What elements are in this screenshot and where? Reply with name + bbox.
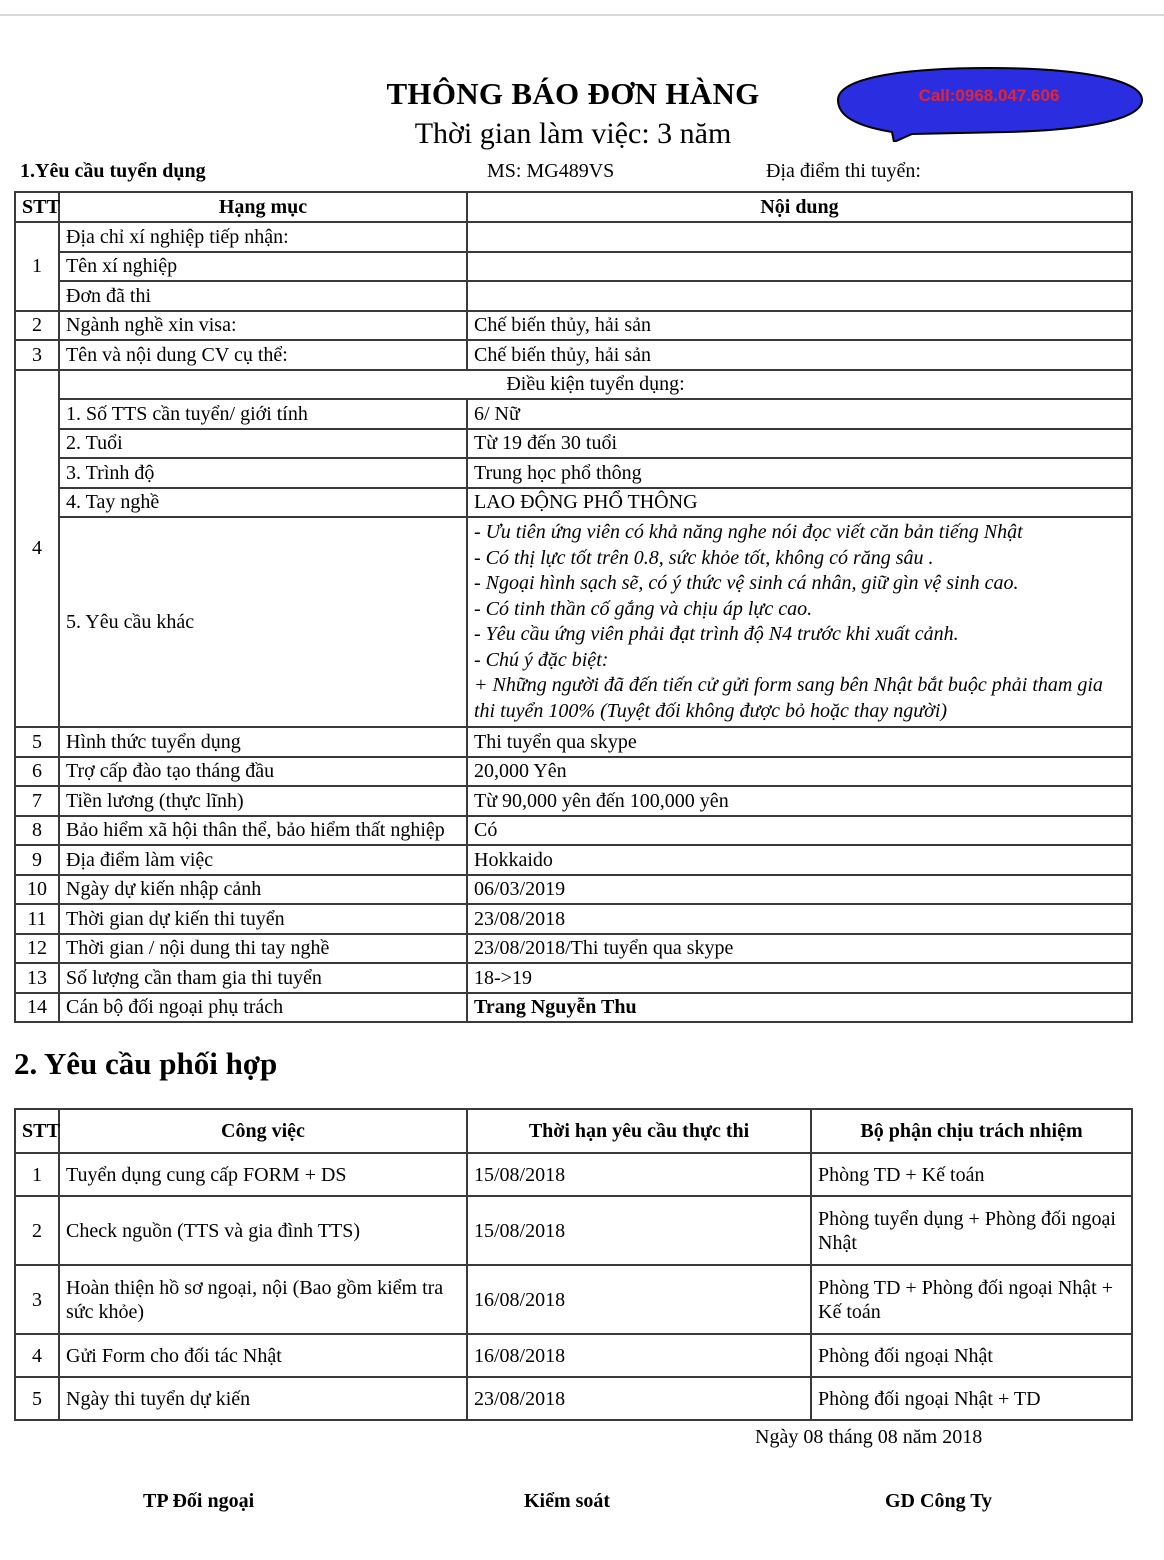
requirement-line: - Ưu tiên ứng viên có khả năng nghe nói đọc viết căn bản tiếng Nhật [474, 521, 1023, 543]
row-stt: 3 [15, 340, 59, 370]
table-row [15, 222, 1132, 252]
order-code: MS: MG489VS [487, 160, 615, 182]
row-value: Từ 19 đến 30 tuổi [467, 429, 1132, 459]
row-stt: 6 [15, 757, 59, 787]
page-title: THÔNG BÁO ĐƠN HÀNG [386, 76, 760, 111]
table-row [15, 1334, 1132, 1377]
row-deadline: 23/08/2018 [467, 1377, 811, 1420]
page-subtitle: Thời gian làm việc: 3 năm [414, 117, 732, 150]
table-row [15, 904, 1132, 934]
requirement-line: + Những người đã đến tiến cử gửi form sang bên Nhật bắt buộc phải tham gia [474, 674, 1103, 696]
row-item: Tên và nội dung CV cụ thể: [59, 340, 467, 370]
conditions-heading: Điều kiện tuyển dụng: [59, 370, 1132, 400]
coordination-table [14, 1108, 1133, 1421]
other-requirements [467, 517, 1132, 727]
table-row [15, 311, 1132, 341]
row-value: 06/03/2019 [467, 875, 1132, 905]
table-row [15, 488, 1132, 518]
row-stt: 7 [15, 786, 59, 816]
row-task: Tuyển dụng cung cấp FORM + DS [59, 1153, 467, 1196]
col-header-task: Công việc [59, 1109, 467, 1153]
row-stt: 1 [15, 1153, 59, 1196]
table-row [15, 757, 1132, 787]
row-task: Gửi Form cho đối tác Nhật [59, 1334, 467, 1377]
table-row [15, 727, 1132, 757]
row-item: Ngành nghề xin visa: [59, 311, 467, 341]
col-header-stt: STT [15, 1109, 59, 1153]
recruitment-table [14, 191, 1133, 1023]
row-value: Hokkaido [467, 845, 1132, 875]
row-dept: Phòng tuyển dụng + Phòng đối ngoại Nhật [811, 1196, 1132, 1265]
table-row [15, 875, 1132, 905]
row-item: Trợ cấp đào tạo tháng đầu [59, 757, 467, 787]
row-deadline: 15/08/2018 [467, 1196, 811, 1265]
row-value: 23/08/2018/Thi tuyển qua skype [467, 934, 1132, 964]
requirement-line: thi tuyển 100% (Tuyệt đối không được bỏ hoặc thay người) [474, 699, 948, 722]
table-row [15, 845, 1132, 875]
table-row [15, 370, 1132, 400]
row-value [467, 252, 1132, 282]
row-value: Chế biến thủy, hải sản [467, 340, 1132, 370]
col-header-content: Nội dung [467, 192, 1132, 222]
col-header-item: Hạng mục [59, 192, 467, 222]
table-row [15, 429, 1132, 459]
table-row [15, 1196, 1132, 1265]
row-item: Tiền lương (thực lĩnh) [59, 786, 467, 816]
table-row [15, 281, 1132, 311]
table-header-row [15, 1109, 1132, 1153]
section1-heading: 1.Yêu cầu tuyển dụng [20, 160, 206, 182]
requirement-line: - Có thị lực tốt trên 0.8, sức khỏe tốt, không có răng sâu . [474, 546, 934, 569]
row-task: Ngày thi tuyển dự kiến [59, 1377, 467, 1420]
row-item: Số lượng cần tham gia thi tuyển [59, 963, 467, 993]
row-stt: 4 [15, 1334, 59, 1377]
table-row [15, 816, 1132, 846]
row-deadline: 15/08/2018 [467, 1153, 811, 1196]
row-item: Thời gian / nội dung thi tay nghề [59, 934, 467, 964]
exam-location-label: Địa điểm thi tuyển: [766, 160, 921, 182]
row-item: Ngày dự kiến nhập cảnh [59, 875, 467, 905]
table-row [15, 1265, 1132, 1334]
row-stt: 2 [15, 1196, 59, 1265]
signature-foreign-affairs: TP Đối ngoại [143, 1490, 255, 1512]
row-item: 3. Trình độ [59, 458, 467, 488]
table-row [15, 252, 1132, 282]
section2-heading: 2. Yêu cầu phối hợp [14, 1046, 278, 1081]
row-task: Check nguồn (TTS và gia đình TTS) [59, 1196, 467, 1265]
requirement-line: - Ngoại hình sạch sẽ, có ý thức vệ sinh cá nhân, giữ gìn vệ sinh cao. [474, 572, 1019, 594]
row-dept: Phòng TD + Phòng đối ngoại Nhật + Kế toán [811, 1265, 1132, 1334]
row-stt: 2 [15, 311, 59, 341]
row-value: Chế biến thủy, hải sản [467, 311, 1132, 341]
row-item: Tên xí nghiệp [59, 252, 467, 282]
table-row [15, 786, 1132, 816]
col-header-stt: STT [15, 192, 59, 222]
row-stt: 14 [15, 993, 59, 1023]
col-header-dept: Bộ phận chịu trách nhiệm [811, 1109, 1132, 1153]
row-stt: 9 [15, 845, 59, 875]
row-task: Hoàn thiện hồ sơ ngoại, nội (Bao gồm kiểm tra sức khỏe) [59, 1265, 467, 1334]
row-value: Trung học phổ thông [467, 458, 1132, 488]
signature-control: Kiểm soát [524, 1490, 611, 1512]
row-dept: Phòng đối ngoại Nhật [811, 1334, 1132, 1377]
row-stt: 1 [15, 222, 59, 311]
table-row [15, 1153, 1132, 1196]
table-row [15, 517, 1132, 727]
table-header-row [15, 192, 1132, 222]
table-row [15, 993, 1132, 1023]
row-item: 5. Yêu cầu khác [59, 517, 467, 727]
row-dept: Phòng TD + Kế toán [811, 1153, 1132, 1196]
row-stt: 5 [15, 1377, 59, 1420]
row-value: 23/08/2018 [467, 904, 1132, 934]
row-deadline: 16/08/2018 [467, 1265, 811, 1334]
row-stt: 11 [15, 904, 59, 934]
row-stt: 13 [15, 963, 59, 993]
row-stt: 10 [15, 875, 59, 905]
row-stt: 4 [15, 370, 59, 728]
col-header-deadline: Thời hạn yêu cầu thực thi [467, 1109, 811, 1153]
row-stt: 5 [15, 727, 59, 757]
row-value: Có [467, 816, 1132, 846]
row-stt: 12 [15, 934, 59, 964]
row-value: 20,000 Yên [467, 757, 1132, 787]
row-stt: 3 [15, 1265, 59, 1334]
row-dept: Phòng đối ngoại Nhật + TD [811, 1377, 1132, 1420]
table-row [15, 1377, 1132, 1420]
table-row [15, 963, 1132, 993]
row-item: Thời gian dự kiến thi tuyển [59, 904, 467, 934]
requirement-line: - Có tinh thần cố gắng và chịu áp lực cao. [474, 597, 813, 620]
row-item: Địa chỉ xí nghiệp tiếp nhận: [59, 222, 467, 252]
requirement-line: - Yêu cầu ứng viên phải đạt trình độ N4 trước khi xuất cảnh. [474, 623, 959, 645]
table-row [15, 340, 1132, 370]
row-item: 1. Số TTS cần tuyển/ giới tính [59, 399, 467, 429]
row-item: Hình thức tuyển dụng [59, 727, 467, 757]
row-item: 2. Tuổi [59, 429, 467, 459]
row-deadline: 16/08/2018 [467, 1334, 811, 1377]
row-stt: 8 [15, 816, 59, 846]
row-value [467, 281, 1132, 311]
top-divider [0, 14, 1164, 16]
row-item: Đơn đã thi [59, 281, 467, 311]
row-value: Trang Nguyễn Thu [467, 993, 1132, 1023]
row-value: Thi tuyển qua skype [467, 727, 1132, 757]
table-row [15, 934, 1132, 964]
row-item: Địa điểm làm việc [59, 845, 467, 875]
phone-number[interactable]: Call:0968.047.606 [918, 86, 1060, 105]
row-value: LAO ĐỘNG PHỔ THÔNG [467, 488, 1132, 518]
row-value [467, 222, 1132, 252]
requirement-line: - Chú ý đặc biệt: [474, 648, 609, 671]
row-item: Cán bộ đối ngoại phụ trách [59, 993, 467, 1023]
row-item: 4. Tay nghề [59, 488, 467, 518]
row-item: Bảo hiểm xã hội thân thể, bảo hiểm thất nghiệp [59, 816, 467, 846]
table-row [15, 458, 1132, 488]
document-date: Ngày 08 tháng 08 năm 2018 [755, 1426, 983, 1448]
row-value: Từ 90,000 yên đến 100,000 yên [467, 786, 1132, 816]
signature-director: GD Công Ty [885, 1490, 993, 1512]
row-value: 18->19 [467, 963, 1132, 993]
table-row [15, 399, 1132, 429]
row-value: 6/ Nữ [467, 399, 1132, 429]
